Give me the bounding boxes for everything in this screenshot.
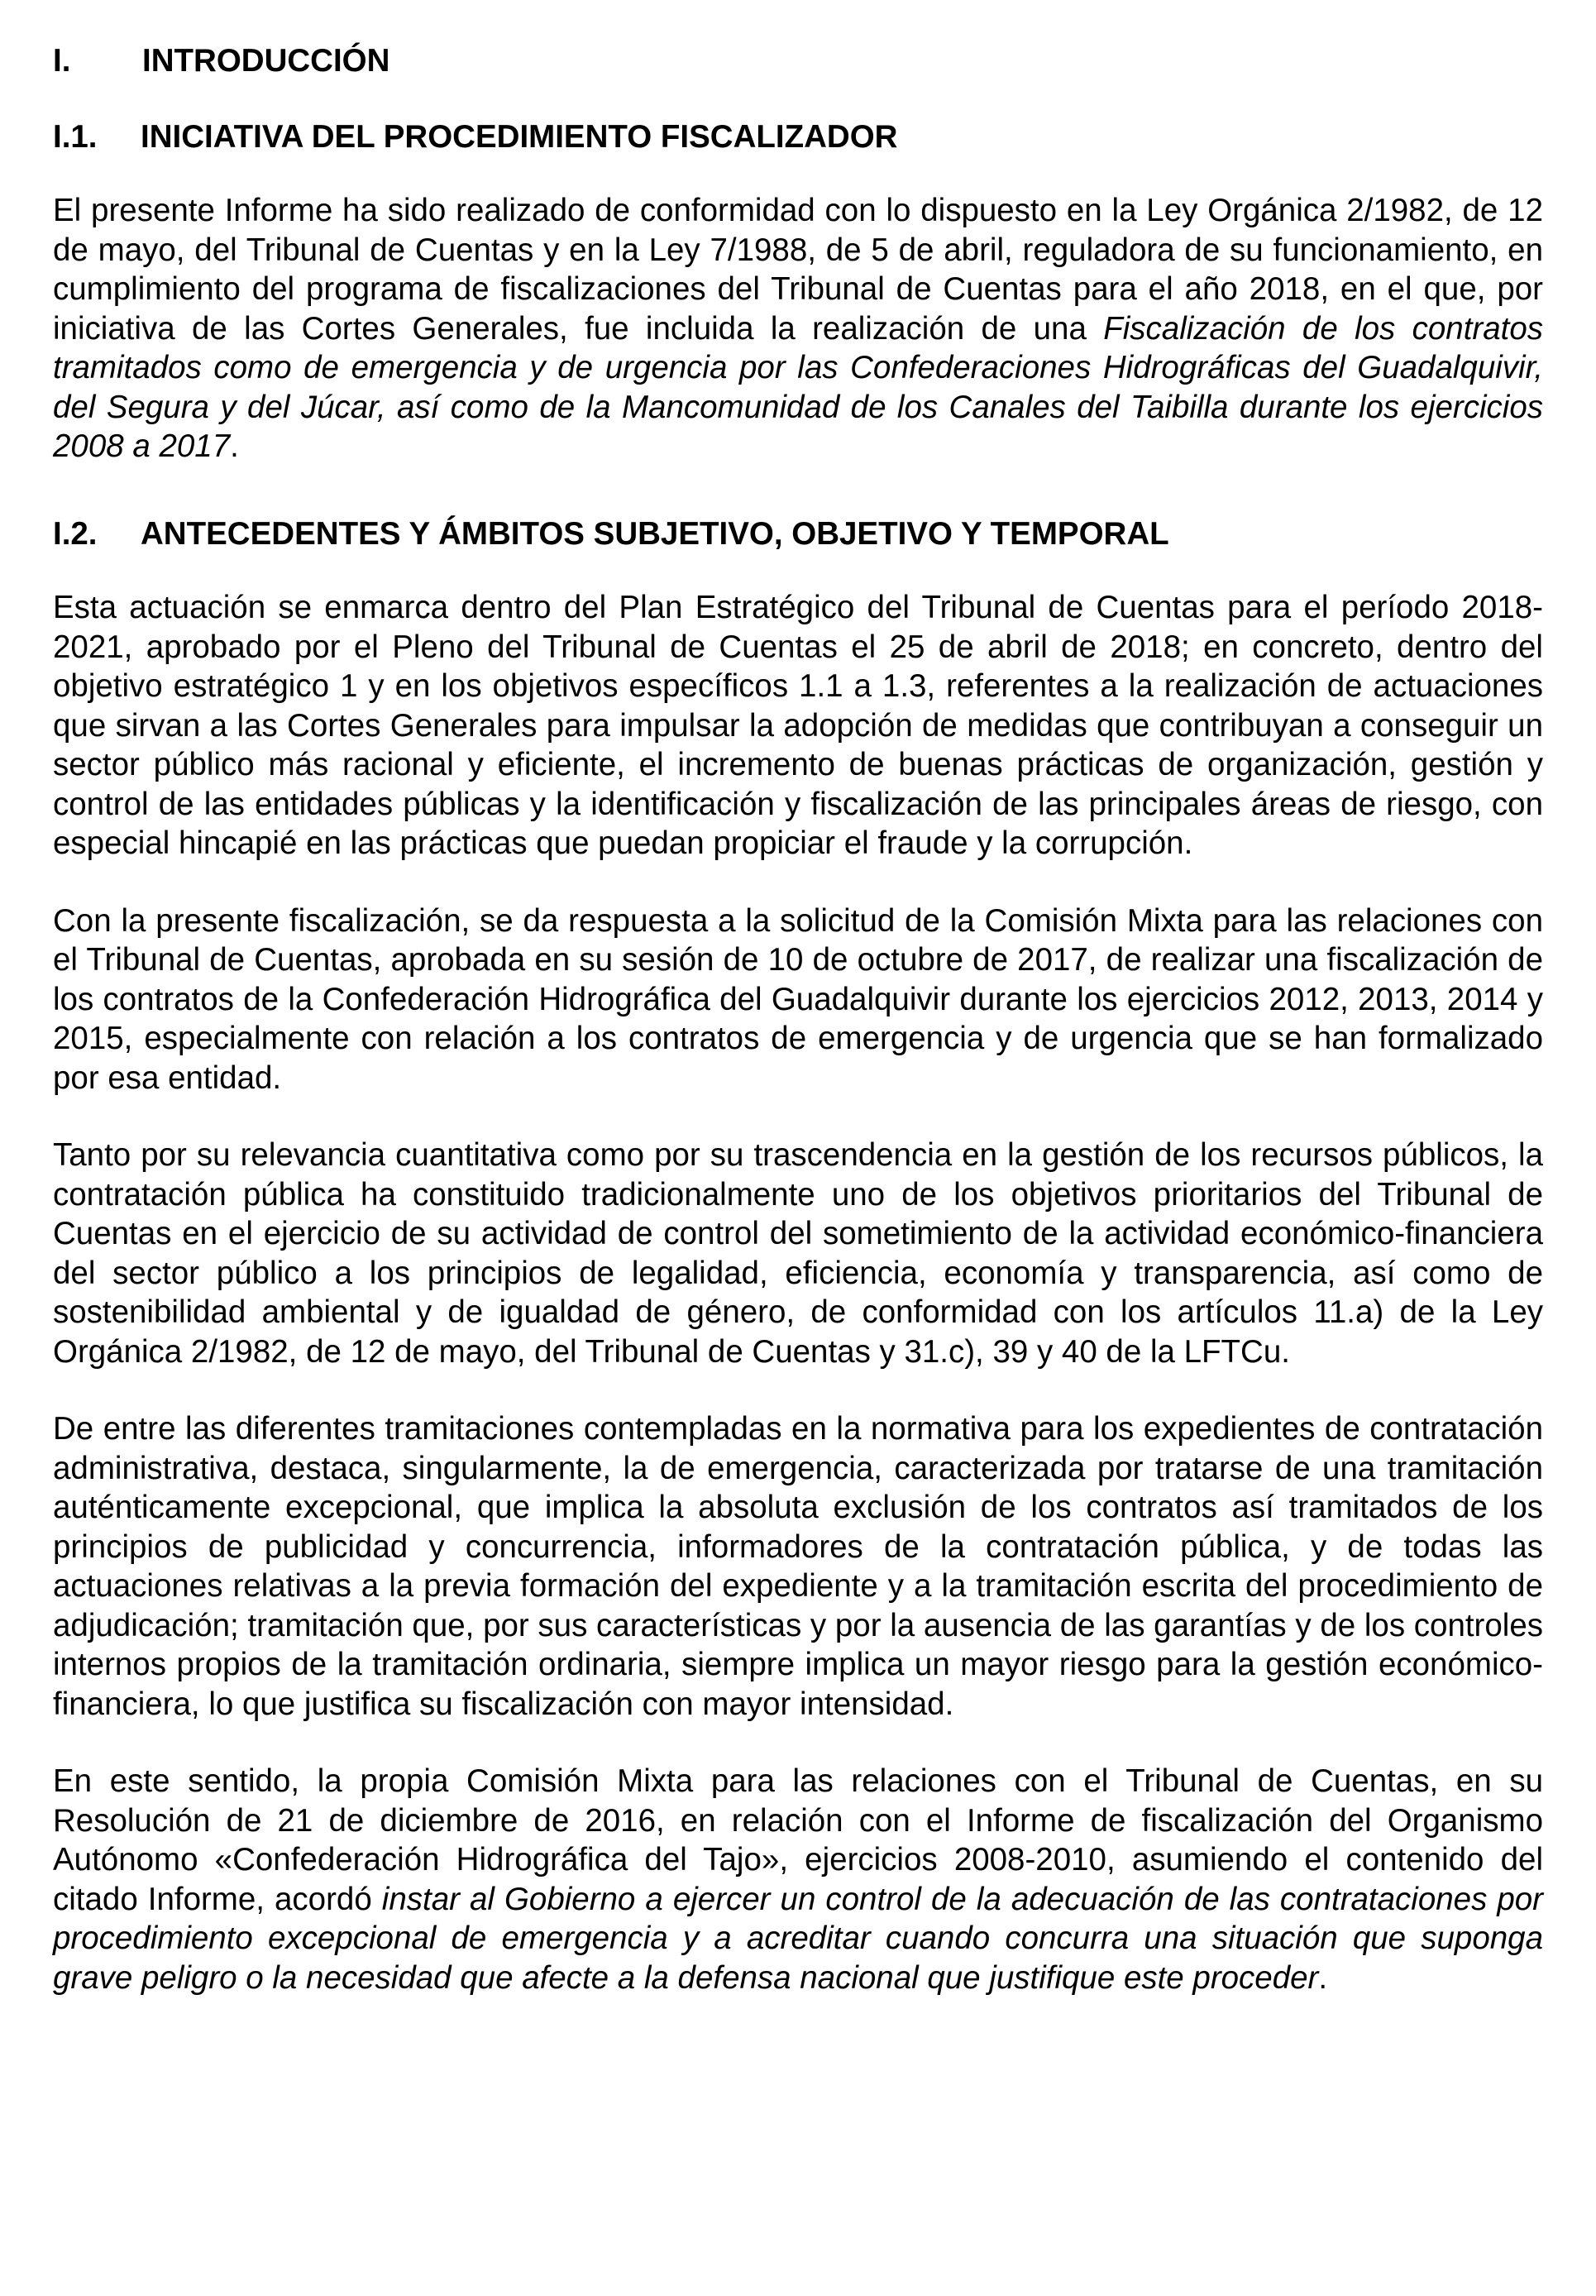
paragraph-1	[53, 191, 1543, 466]
paragraph-end: .	[1318, 1959, 1328, 1996]
paragraph-6	[53, 1762, 1543, 1997]
paragraph-2: Esta actuación se enmarca dentro del Plan Estratégico del Tribunal de Cuentas para el período 2018-2021, aprobado por el Pleno del Tribunal de Cuentas el 25 de abril de 2018; en concreto, dentro del objetivo estratégico 1 y en los objetivos específicos 1.1 a 1.3, referentes a la realización de actuaciones que sirvan a las Cortes Generales para impulsar la adopción de medidas que contribuyan a conseguir un sector público más racional y eficiente, el incremento de buenas prácticas de organización, gestión y control de las entidades públicas y la identificación y fiscalización de las principales áreas de riesgo, con especial hincapié en las prácticas que puedan propiciar el fraude y la corrupción.	[53, 590, 1543, 861]
paragraph-italic-text: instar al Gobierno a ejercer un control de la adecuación de las contrataciones por procedimiento excepcional de emergencia y a acreditar cuando concurra una situación que suponga grave peligro o la necesidad que afecte a la defensa nacional que justifique este proceder	[53, 1881, 1544, 1996]
subsection-heading-2	[53, 514, 1543, 554]
subsection-heading-1	[53, 117, 1543, 157]
subsection-title: INICIATIVA DEL PROCEDIMIENTO FISCALIZADOR	[141, 118, 898, 155]
paragraph-3: Con la presente fiscalización, se da respuesta a la solicitud de la Comisión Mixta para las relaciones con el Tribunal de Cuentas, aprobada en su sesión de 10 de octubre de 2017, de realizar una fiscalización de los contratos de la Confederación Hidrográfica del Guadalquivir durante los ejercicios 2012, 2013, 2014 y 2015, especialmente con relación a los contratos de emergencia y de urgencia que se han formalizado por esa entidad.	[53, 902, 1543, 1096]
document-page	[53, 41, 1543, 2035]
paragraph-4: Tanto por su relevancia cuantitativa como por su trascendencia en la gestión de los recursos públicos, la contratación pública ha constituido tradicionalmente uno de los objetivos prioritarios del Tribunal de Cuentas en el ejercicio de su actividad de control del sometimiento de la actividad económico-financiera del sector público a los principios de legalidad, eficiencia, economía y transparencia, así como de sostenibilidad ambiental y de igualdad de género, de conformidad con los artículos 11.a) de la Ley Orgánica 2/1982, de 12 de mayo, del Tribunal de Cuentas y 31.c), 39 y 40 de la LFTCu.	[53, 1137, 1543, 1370]
paragraph-text: En este sentido, la propia Comisión Mixta para las relaciones con el Tribunal de Cuentas, en su Resolución de 21 de diciembre de 2016, en relación con el Informe de fiscalización del Organismo Autónomo «Confederación Hidrográfica del Tajo», ejercicios 2008-2010, asumiendo el contenido del citado Informe, acordó	[53, 1763, 1543, 1917]
subsection-title: ANTECEDENTES Y ÁMBITOS SUBJETIVO, OBJETIVO Y TEMPORAL	[141, 515, 1169, 552]
paragraph-text: El presente Informe ha sido realizado de conformidad con lo dispuesto en la Ley Orgánica 2/1982, de 12 de mayo, del Tribunal de Cuentas y en la Ley 7/1988, de 5 de abril, reguladora de su funcionamiento, en cumplimiento del programa de fiscalizaciones del Tribunal de Cuentas para el año 2018, en el que, por iniciativa de las Cortes Generales, fue incluida la realización de una	[53, 193, 1543, 347]
subsection-number: I.1.	[53, 118, 98, 155]
paragraph-5: De entre las diferentes tramitaciones contempladas en la normativa para los expedientes de contratación administrativa, destaca, singularmente, la de emergencia, caracterizada por tratarse de una tramitación auténticamente excepcional, que implica la absoluta exclusión de los contratos así tramitados de los principios de publicidad y concurrencia, informadores de la contratación pública, y de todas las actuaciones relativas a la previa formación del expediente y a la tramitación escrita del procedimiento de adjudicación; tramitación que, por sus características y por la ausencia de las garantías y de los controles internos propios de la tramitación ordinaria, siempre implica un mayor riesgo para la gestión económico-financiera, lo que justifica su fiscalización con mayor intensidad.	[53, 1411, 1543, 1722]
section-title: INTRODUCCIÓN	[142, 43, 390, 79]
paragraph-italic-text: Fiscalización de los contratos tramitados como de emergencia y de urgencia por las Confederaciones Hidrográficas del Guadalquivir, del Segura y del Júcar, así como de la Mancomunidad de los Canales del Taibilla durante los ejercicios 2008 a 2017	[53, 310, 1543, 464]
paragraph-end: .	[230, 428, 239, 464]
subsection-number: I.2.	[53, 515, 98, 552]
section-number: I.	[53, 43, 71, 79]
section-heading	[53, 41, 1543, 81]
